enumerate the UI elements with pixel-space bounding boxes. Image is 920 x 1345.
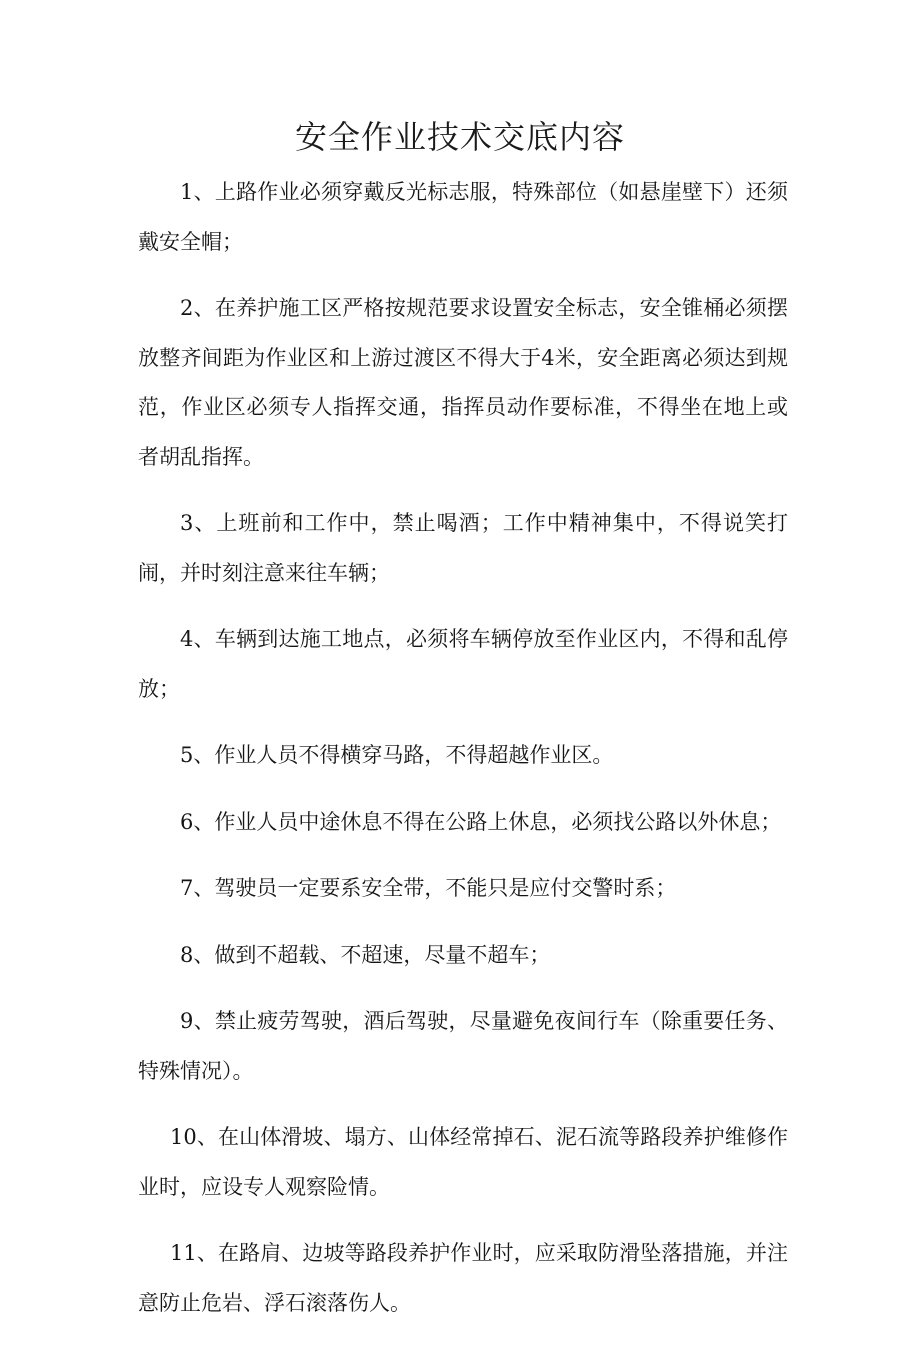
paragraph-6: 6、作业人员中途休息不得在公路上休息，必须找公路以外休息； (180, 809, 782, 834)
paragraph-11: 11、在路肩、边坡等路段养护作业时，应采取防滑坠落措施，并注意防止危岩、浮石滚落伤人。 (138, 1241, 788, 1315)
document-body (138, 168, 788, 1345)
paragraph-4: 4、车辆到达施工地点，必须将车辆停放至作业区内，不得和乱停放； (138, 627, 788, 701)
paragraph-7: 7、驾驶员一定要系安全带，不能只是应付交警时系； (180, 876, 677, 900)
paragraph-8: 8、做到不超载、不超速，尽量不超车； (180, 942, 551, 967)
paragraph-2: 2、在养护施工区严格按规范要求设置安全标志，安全锥桶必须摆放整齐间距为作业区和上游过渡区不得大于4米，安全距离必须达到规范，作业区必须专人指挥交通，指挥员动作要标准，不得坐在地上或者胡乱指挥。 (138, 296, 788, 469)
paragraph-1: 1、上路作业必须穿戴反光标志服，特殊部位（如悬崖壁下）还须戴安全帽； (138, 180, 788, 254)
paragraph-10: 10、在山体滑坡、塌方、山体经常掉石、泥石流等路段养护维修作业时，应设专人观察险情。 (138, 1125, 788, 1199)
paragraph-5: 5、作业人员不得横穿马路，不得超越作业区。 (180, 743, 614, 767)
document-title: 安全作业技术交底内容 (294, 118, 625, 156)
paragraph-9: 9、禁止疲劳驾驶，酒后驾驶，尽量避免夜间行车（除重要任务、特殊情况）。 (138, 1009, 788, 1083)
paragraph-3: 3、上班前和工作中，禁止喝酒；工作中精神集中，不得说笑打闹，并时刻注意来往车辆； (138, 511, 788, 585)
